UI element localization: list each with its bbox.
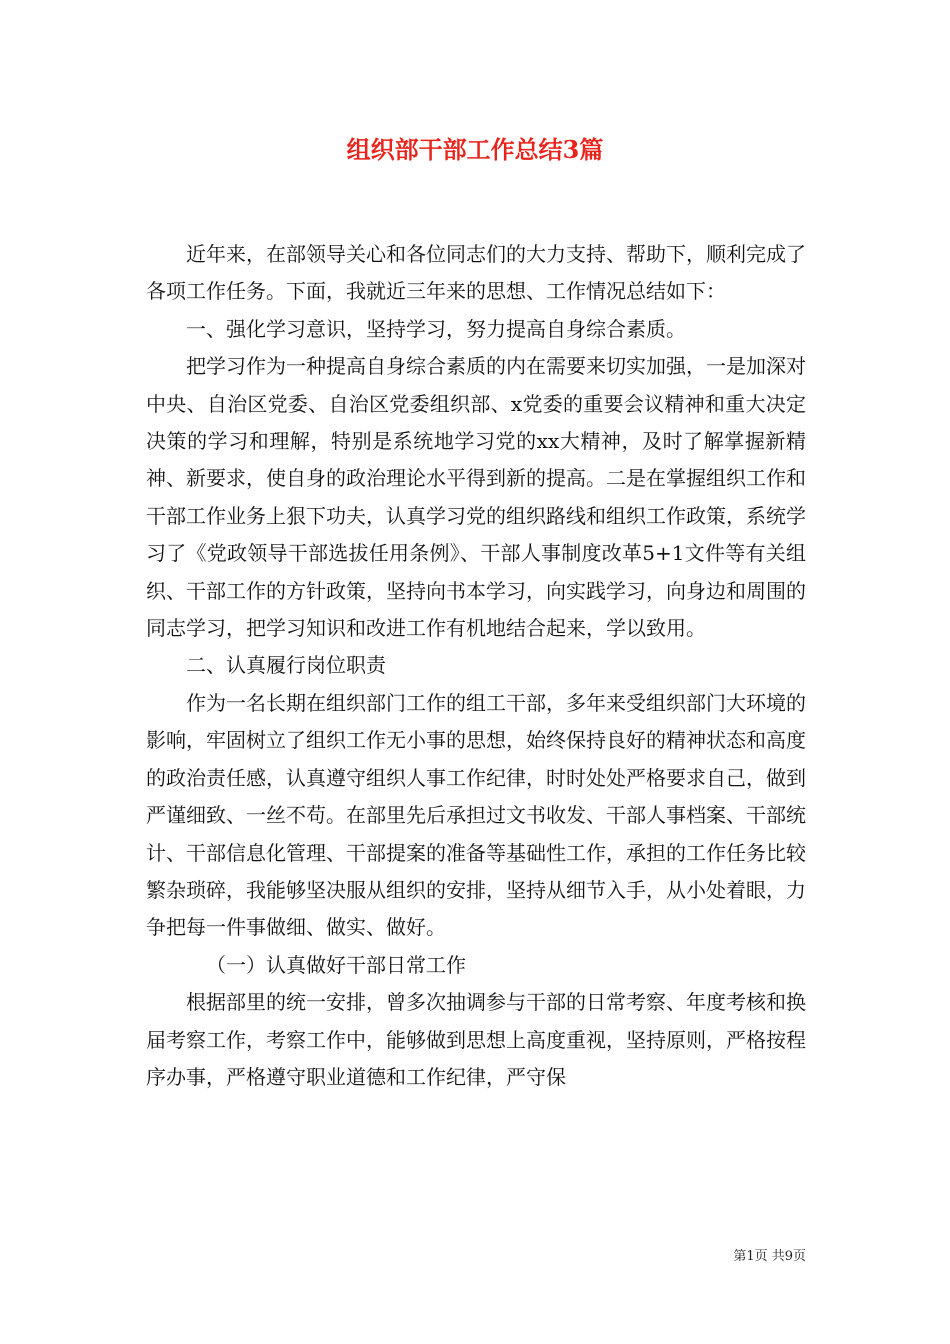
document-body	[146, 236, 806, 1096]
paragraph-daily-work: 根据部里的统一安排，曾多次抽调参与干部的日常考察、年度考核和换届考察工作，考察工作中，能够做到思想上高度重视，坚持原则，严格按程序办事，严格遵守职业道德和工作纪律，严守保	[146, 990, 806, 1089]
paragraph-study: 把学习作为一种提高自身综合素质的内在需要来切实加强，一是加深对中央、自治区党委、自治区党委组织部、x党委的重要会议精神和重大决定决策的学习和理解，特别是系统地学习党的xx大精神，及时了解掌握新精神、新要求，使自身的政治理论水平得到新的提高。二是在掌握组织工作和干部工作业务上狠下功夫，认真学习党的组织路线和组织工作政策，系统学习了《党政领导干部选拔任用条例》、干部人事制度改革5+1文件等有关组织、干部工作的方针政策，坚持向书本学习，向实践学习，向身边和周围的同志学习，把学习知识和改进工作有机地结合起来，学以致用。	[146, 354, 806, 641]
page-number: 第1页 共9页	[733, 1249, 806, 1264]
page-title: 组织部干部工作总结3篇	[346, 135, 604, 164]
section-heading-1: 一、强化学习意识，坚持学习，努力提高自身综合素质。	[186, 316, 686, 341]
paragraph-intro: 近年来，在部领导关心和各位同志们的大力支持、帮助下，顺利完成了各项工作任务。下面，我就近三年来的思想、工作情况总结如下：	[146, 242, 806, 304]
paragraph-duties: 作为一名长期在组织部门工作的组工干部，多年来受组织部门大环境的影响，牢固树立了组织工作无小事的思想，始终保持良好的精神状态和高度的政治责任感，认真遵守组织人事工作纪律，时时处处严格要求自己，做到严谨细致、一丝不苟。在部里先后承担过文书收发、干部人事档案、干部统计、干部信息化管理、干部提案的准备等基础性工作，承担的工作任务比较繁杂琐碎，我能够坚决服从组织的安排，坚持从细节入手，从小处着眼，力争把每一件事做细、做实、做好。	[146, 690, 806, 940]
section-heading-2: 二、认真履行岗位职责	[186, 653, 386, 678]
subsection-heading-1: （一）认真做好干部日常工作	[206, 952, 466, 977]
